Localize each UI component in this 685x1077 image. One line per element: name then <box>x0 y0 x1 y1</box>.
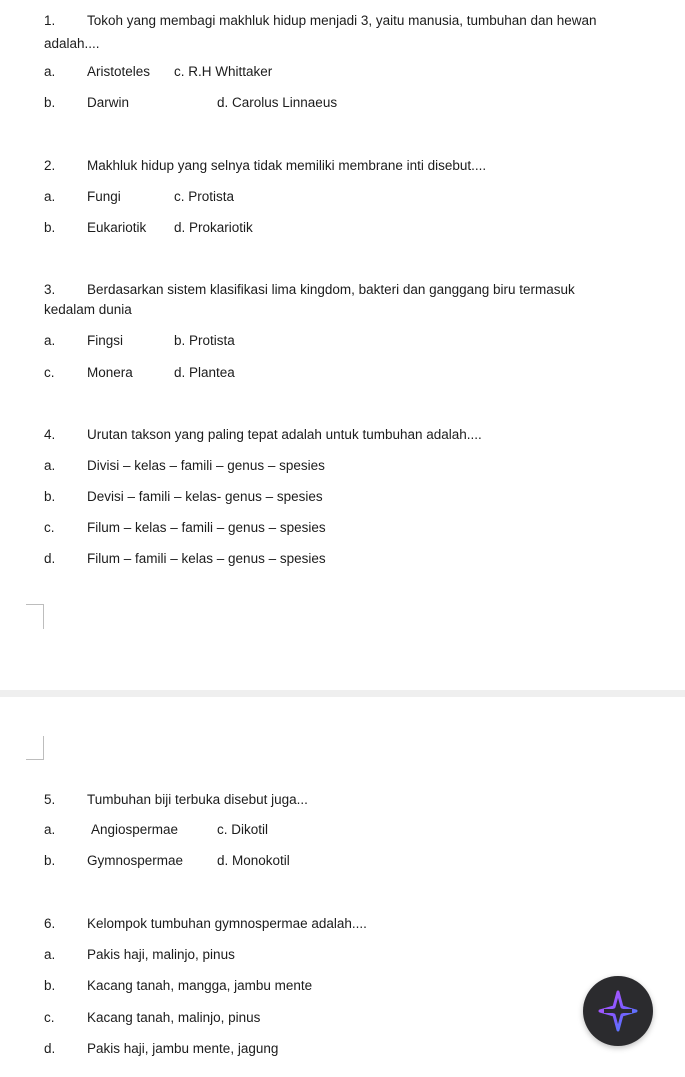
question-1-option-d[interactable]: d. Carolus Linnaeus <box>217 95 338 110</box>
question-3-option-a-letter: a. <box>44 333 56 348</box>
question-5-text: Tumbuhan biji terbuka disebut juga... <box>87 792 308 807</box>
question-4-option-b[interactable]: Devisi – famili – kelas- genus – spesies <box>87 489 323 504</box>
question-1-option-b-letter: b. <box>44 95 56 110</box>
question-5-option-b-letter: b. <box>44 853 56 868</box>
question-3-option-b[interactable]: b. Protista <box>174 333 235 348</box>
page-corner-mark <box>26 604 44 629</box>
question-2-option-a-letter: a. <box>44 189 56 204</box>
question-6-option-c-letter: c. <box>44 1010 55 1025</box>
question-4-number: 4. <box>44 427 56 442</box>
question-4-option-c[interactable]: Filum – kelas – famili – genus – spesies <box>87 520 326 535</box>
sparkle-icon <box>598 990 638 1032</box>
question-1-number: 1. <box>44 13 56 28</box>
question-2-option-a[interactable]: Fungi <box>87 189 121 204</box>
question-1-option-c[interactable]: c. R.H Whittaker <box>174 64 273 79</box>
question-6-option-d-letter: d. <box>44 1041 56 1056</box>
question-4-option-a[interactable]: Divisi – kelas – famili – genus – spesies <box>87 458 325 473</box>
question-2-option-c[interactable]: c. Protista <box>174 189 235 204</box>
question-3-text-cont: kedalam dunia <box>44 302 132 317</box>
question-6-option-b[interactable]: Kacang tanah, mangga, jambu mente <box>87 978 313 993</box>
question-1-text-cont: adalah.... <box>44 36 100 51</box>
question-5-option-d[interactable]: d. Monokotil <box>217 853 290 868</box>
question-3-option-c[interactable]: Monera <box>87 365 133 380</box>
question-4-option-d-letter: d. <box>44 551 56 566</box>
question-2-text: Makhluk hidup yang selnya tidak memiliki membrane inti disebut.... <box>87 158 487 173</box>
question-4-text: Urutan takson yang paling tepat adalah untuk tumbuhan adalah.... <box>87 427 482 442</box>
question-3-option-d[interactable]: d. Plantea <box>174 365 235 380</box>
question-1-option-a[interactable]: Aristoteles <box>87 64 151 79</box>
page-corner-mark <box>26 736 44 760</box>
question-6-text: Kelompok tumbuhan gymnospermae adalah.... <box>87 916 367 931</box>
question-1-option-b[interactable]: Darwin <box>87 95 130 110</box>
question-5-option-a[interactable]: Angiospermae <box>91 822 179 837</box>
question-3-option-c-letter: c. <box>44 365 55 380</box>
question-2-number: 2. <box>44 158 56 173</box>
question-5-option-c[interactable]: c. Dikotil <box>217 822 269 837</box>
question-4-option-c-letter: c. <box>44 520 55 535</box>
question-1-text: Tokoh yang membagi makhluk hidup menjadi 3, yaitu manusia, tumbuhan dan hewan <box>87 13 597 28</box>
ai-assistant-button[interactable] <box>583 976 653 1046</box>
question-4-option-b-letter: b. <box>44 489 56 504</box>
question-3-option-a[interactable]: Fingsi <box>87 333 124 348</box>
question-6-option-d[interactable]: Pakis haji, jambu mente, jagung <box>87 1041 279 1056</box>
question-6-option-c[interactable]: Kacang tanah, malinjo, pinus <box>87 1010 261 1025</box>
question-5-option-a-letter: a. <box>44 822 56 837</box>
question-2-option-b[interactable]: Eukariotik <box>87 220 147 235</box>
question-2-option-d[interactable]: d. Prokariotik <box>174 220 253 235</box>
question-6-option-a[interactable]: Pakis haji, malinjo, pinus <box>87 947 235 962</box>
question-6-number: 6. <box>44 916 56 931</box>
question-4-option-d[interactable]: Filum – famili – kelas – genus – spesies <box>87 551 326 566</box>
question-4-option-a-letter: a. <box>44 458 56 473</box>
question-5-number: 5. <box>44 792 56 807</box>
question-1-option-a-letter: a. <box>44 64 56 79</box>
page-break-divider <box>0 690 685 697</box>
question-6-option-a-letter: a. <box>44 947 56 962</box>
question-6-option-b-letter: b. <box>44 978 56 993</box>
question-5-option-b[interactable]: Gymnospermae <box>87 853 184 868</box>
question-2-option-b-letter: b. <box>44 220 56 235</box>
question-3-number: 3. <box>44 282 56 297</box>
question-3-text: Berdasarkan sistem klasifikasi lima kingdom, bakteri dan ganggang biru termasuk <box>87 282 575 297</box>
